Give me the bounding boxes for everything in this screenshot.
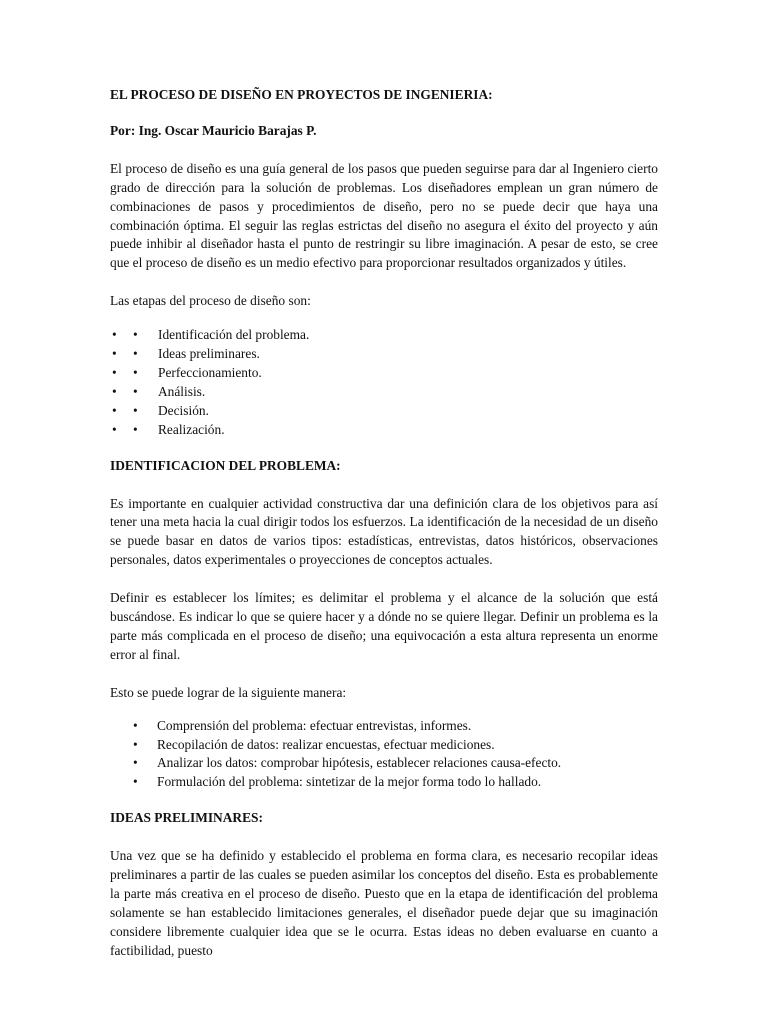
bullet-icon: • bbox=[112, 327, 117, 343]
stage-label: Perfeccionamiento. bbox=[158, 364, 262, 380]
paragraph: Una vez que se ha definido y establecido el problema en forma clara, es necesario recopilar ideas preliminares a partir de las cuales se pueden asimilar los conceptos del diseño. Esta es probablemente la parte más creativa en el proceso de diseño. Puesto que en la etapa de identificación del problema solamente se han establecido limitaciones generales, el diseñador puede dejar que su imaginación considere libremente cualquier idea que se le ocurra. Estas ideas no deben evaluarse en cuanto a factibilidad, puesto bbox=[110, 848, 658, 958]
section-heading-identificacion: IDENTIFICACION DEL PROBLEMA: bbox=[110, 457, 341, 473]
bullet-icon: • bbox=[133, 402, 138, 418]
list-item-text: Analizar los datos: comprobar hipótesis, establecer relaciones causa-efecto. bbox=[157, 755, 562, 771]
bullet-icon: • bbox=[133, 327, 138, 343]
bullet-icon: • bbox=[133, 736, 138, 752]
stage-label: Análisis. bbox=[158, 383, 206, 399]
intro-paragraph: El proceso de diseño es una guía general de los pasos que pueden seguirse para dar al Ingeniero cierto grado de dirección para la solución de problemas. Los diseñadores emplean un gran número de combinaciones de pasos y procedimientos de diseño, pero no se puede decir que haya una combinación óptima. El seguir las reglas estrictas del diseño no asegura el éxito del proyecto y aún puede inhibir al diseñador hasta el punto de restringir su libre imaginación. A pesar de esto, se cree que el proceso de diseño es un medio efectivo para proporcionar resultados organizados y útiles. bbox=[110, 160, 658, 271]
stage-label: Identificación del problema. bbox=[158, 327, 310, 343]
stages-list bbox=[110, 326, 658, 439]
list-item bbox=[110, 736, 658, 755]
document-body bbox=[110, 86, 658, 961]
stage-label: Realización. bbox=[158, 421, 225, 437]
stage-item bbox=[110, 383, 658, 402]
paragraph: Esto se puede lograr de la siguiente manera: bbox=[110, 684, 347, 700]
list-item-text: Formulación del problema: sintetizar de la mejor forma todo lo hallado. bbox=[157, 774, 542, 790]
bullet-icon: • bbox=[133, 421, 138, 437]
list-item bbox=[110, 754, 658, 773]
author-byline: Por: Ing. Oscar Mauricio Barajas P. bbox=[110, 122, 317, 138]
bullet-icon: • bbox=[133, 364, 138, 380]
bullet-icon: • bbox=[112, 383, 117, 399]
bullet-icon: • bbox=[133, 346, 138, 362]
stage-item bbox=[110, 345, 658, 364]
bullet-icon: • bbox=[112, 421, 117, 437]
bullet-icon: • bbox=[133, 755, 138, 771]
stage-label: Ideas preliminares. bbox=[158, 346, 260, 362]
stage-item bbox=[110, 421, 658, 440]
stage-label: Decisión. bbox=[158, 402, 209, 418]
bullet-icon: • bbox=[112, 364, 117, 380]
list-item bbox=[110, 773, 658, 792]
section-heading-ideas: IDEAS PRELIMINARES: bbox=[110, 810, 263, 826]
bullet-icon: • bbox=[133, 717, 138, 733]
paragraph: Es importante en cualquier actividad constructiva dar una definición clara de los objetivos para así tener una meta hacia la cual dirigir todos los esfuerzos. La identificación de la necesidad de un diseño se puede basar en datos de varios tipos: estadísticas, entrevistas, datos históricos, observaciones personales, datos experimentales o proyecciones de conceptos actuales. bbox=[110, 495, 658, 568]
definition-steps-list bbox=[110, 717, 658, 793]
bullet-icon: • bbox=[112, 402, 117, 418]
document-title: EL PROCESO DE DISEÑO EN PROYECTOS DE INGENIERIA: bbox=[110, 87, 493, 102]
stage-item bbox=[110, 402, 658, 421]
paragraph: Definir es establecer los límites; es delimitar el problema y el alcance de la solución que está buscándose. Es indicar lo que se quiere hacer y a dónde no se quiere llegar. Definir un problema es la parte más complicada en el proceso de diseño; una equivocación a esta altura representa un enorme error al final. bbox=[110, 590, 658, 662]
stage-item bbox=[110, 364, 658, 383]
list-item-text: Recopilación de datos: realizar encuestas, efectuar mediciones. bbox=[157, 736, 495, 752]
stages-intro: Las etapas del proceso de diseño son: bbox=[110, 293, 311, 309]
bullet-icon: • bbox=[112, 346, 117, 362]
bullet-icon: • bbox=[133, 383, 138, 399]
stage-item bbox=[110, 326, 658, 345]
list-item-text: Comprensión del problema: efectuar entrevistas, informes. bbox=[157, 717, 472, 733]
list-item bbox=[110, 717, 658, 736]
bullet-icon: • bbox=[133, 774, 138, 790]
